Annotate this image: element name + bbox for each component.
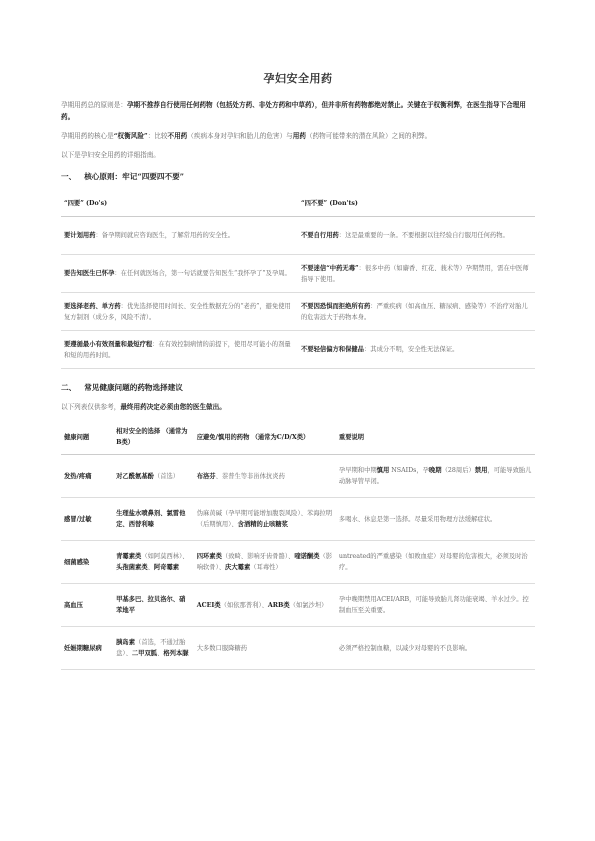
intro-p2-mid1: ：比较 (147, 132, 168, 140)
avoid-drug: 喹诺酮类 (294, 553, 320, 560)
safe-detail: 、 (147, 564, 154, 571)
safe-drug: 对乙酰氨基酚 (116, 472, 154, 480)
do-text: ：在有效控制病情的前提下，使用尽可能小的剂量和短的用药时间。 (64, 340, 291, 359)
do-text: ：在任何就医场合，第一句话就要告知医生“我怀孕了”及孕周。 (114, 270, 291, 277)
avoid-drug: ARB类 (267, 601, 290, 609)
avoid-drug: 含酒精的止咳糖浆 (237, 521, 289, 528)
problem-cell (61, 498, 113, 541)
intro-paragraph-1 (61, 99, 535, 123)
do-term: 要选择老药、单方药 (64, 302, 121, 310)
page-title: 孕妇安全用药 (263, 72, 333, 85)
col-safe-header: 相对安全的选择 （通常为B类） (113, 420, 194, 455)
dont-cell (298, 331, 535, 369)
col-dont-header: “四不要” (Don'ts) (298, 190, 535, 217)
problem-cell (61, 627, 113, 670)
section2-note (61, 401, 535, 413)
table-row (61, 255, 535, 293)
section1-number: 一、 (61, 172, 77, 181)
avoid-detail: （致畸、影响牙齿骨骼）、 (221, 553, 295, 560)
safe-drug: 头孢菌素类 (116, 564, 148, 571)
dont-text: ：这是最重要的一条。不要根据以往经验自行服用任何药物。 (338, 232, 509, 239)
intro-paragraph-3: 以下是孕妇安全用药的详细指南。 (61, 151, 160, 159)
section2-note-emphasis: 最终用药决定必须由您的医生做出。 (120, 403, 226, 411)
safe-drug: 格列本脲 (163, 650, 189, 657)
table-row (61, 541, 535, 584)
avoid-detail: （如依那普利）、 (220, 601, 268, 609)
safe-drug: 生理盐水喷鼻剂、氯雷他定、西替利嗪 (116, 510, 186, 528)
table-row (61, 217, 535, 255)
safe-drug: 二甲双胍 (131, 650, 158, 657)
note-cell: 必须严格控制血糖，以减少对母婴的不良影响。 (336, 627, 535, 670)
intro-p2-prefix: 孕期用药的核心是 (61, 132, 114, 140)
problem-cell (61, 455, 113, 498)
avoid-detail: 、萘普生等非甾体抗炎药 (215, 472, 285, 480)
do-cell (61, 255, 298, 293)
dont-text: ：很多中药（如麝香、红花、莪术等）孕期禁用，需在中医师指导下使用。 (301, 264, 529, 283)
section2-number: 二、 (61, 383, 77, 392)
avoid-drug: 四环素类 (196, 553, 222, 560)
do-term: 要遵循最小有效剂量和最短疗程 (64, 340, 153, 348)
problem-label: 高血压 (64, 601, 83, 609)
avoid-cell (194, 455, 336, 498)
do-cell (61, 293, 298, 331)
intro-p2-emphasis-med: 用药 (292, 132, 306, 140)
section1-heading (61, 171, 535, 182)
problem-cell (61, 541, 113, 584)
col-note-header: 重要说明 (336, 420, 535, 455)
safe-drug: 青霉素类 (116, 553, 142, 560)
do-cell (61, 331, 298, 369)
table-row (61, 498, 535, 541)
table-row (61, 293, 535, 331)
avoid-cell (194, 498, 336, 541)
note-text: ，可能导致胎儿动脉导管早闭。 (338, 467, 532, 485)
note-emphasis: 禁用 (474, 467, 488, 474)
intro-p2-suffix: （药物可能带来的潜在风险）之间的利弊。 (305, 132, 432, 140)
principles-table (61, 190, 535, 369)
avoid-drug: 庆大霉素 (225, 564, 251, 571)
safe-cell (113, 627, 194, 670)
avoid-detail: （如氯沙坦） (289, 601, 328, 609)
note-text: 孕早期和中期 (338, 467, 377, 474)
do-text: ：备孕期间就应咨询医生，了解常用药的安全性。 (95, 232, 235, 239)
note-emphasis: 慎用 (376, 467, 390, 474)
section2-note-prefix: 以下列表仅供参考， (61, 403, 121, 411)
do-term: 要告知医生已怀孕 (64, 270, 115, 277)
note-cell (336, 455, 535, 498)
dont-term: 不要轻信偏方和保健品 (301, 346, 364, 353)
note-cell: untreated的严重感染（如败血症）对母婴的危害极大，必须及时治疗。 (336, 541, 535, 584)
do-text: ：优先选择使用时间长、安全性数据充分的“老药”，避免使用复方制剂（成分多，风险不清）。 (64, 302, 291, 321)
intro-p2-mid2: （疾病本身对孕妇和胎儿的危害）与 (187, 132, 293, 140)
intro-p2-emphasis-nomed: 不用药 (167, 132, 188, 140)
safe-drug: 胰岛素 (116, 639, 136, 646)
intro-paragraph-2 (61, 130, 535, 142)
section1-title: 核心原则：牢记“四要四不要” (84, 172, 185, 181)
note-text: （28周后） (441, 467, 475, 474)
safe-detail: （首选，不通过胎盘）、 (116, 639, 186, 657)
col-avoid-header: 应避免/慎用的药物 （通常为C/D/X类） (194, 420, 336, 455)
table-row (61, 627, 535, 670)
note-emphasis: 晚期 (429, 467, 442, 474)
avoid-cell (194, 541, 336, 584)
problem-label: 细菌感染 (64, 558, 90, 566)
col-do-header: “四要” (Do's) (61, 190, 298, 217)
medication-header-row (61, 420, 535, 455)
dont-cell (298, 293, 535, 331)
avoid-detail: （耳毒性） (250, 564, 282, 571)
avoid-cell (194, 584, 336, 627)
col-problem-header: 健康问题 (61, 420, 113, 455)
problem-label: 感冒/过敏 (64, 515, 92, 523)
avoid-detail: 大多数口服降糖药 (196, 644, 248, 652)
principles-header-row (61, 190, 535, 217)
section2-title: 常见健康问题的药物选择建议 (84, 383, 183, 392)
table-row (61, 584, 535, 627)
do-term: 要计划用药 (64, 232, 96, 239)
note-cell: 孕中晚期禁用ACEI/ARB，可能导致胎儿肾功能衰竭、羊水过少。控制血压至关重要。 (336, 584, 535, 627)
problem-label: 妊娠期糖尿病 (64, 644, 102, 652)
dont-term: 不要迷信“中药无毒” (301, 264, 359, 272)
safe-cell (113, 455, 194, 498)
safe-cell (113, 584, 194, 627)
intro-p1-prefix: 孕期用药总的原则是： (61, 101, 127, 109)
safe-detail: 、 (157, 650, 164, 657)
section2-heading (61, 382, 535, 393)
problem-cell (61, 584, 113, 627)
safe-drug: 阿奇霉素 (153, 564, 180, 571)
avoid-detail: （影响软骨）、 (196, 553, 333, 571)
dont-cell (298, 217, 535, 255)
document-content (61, 70, 535, 670)
dont-text: ：严重疾病（如高血压、糖尿病、感染等）不治疗对胎儿的危害远大于药物本身。 (301, 302, 528, 321)
problem-label: 发热/疼痛 (64, 472, 92, 480)
dont-term: 不要自行用药 (301, 232, 339, 239)
safe-drug: 甲基多巴、拉贝洛尔、硝苯地平 (116, 596, 186, 614)
medication-table (61, 420, 535, 670)
note-cell: 多喝水、休息是第一选择。尽量采用物理方法缓解症状。 (336, 498, 535, 541)
dont-cell (298, 255, 535, 293)
safe-detail: （首选） (153, 472, 180, 480)
dont-term: 不要因恐惧而拒绝所有药 (301, 302, 371, 310)
table-row (61, 455, 535, 498)
table-row (61, 331, 535, 369)
dont-text: ：其成分不明，安全性无法保证。 (363, 346, 459, 353)
avoid-drug: ACEI类 (196, 601, 221, 609)
do-cell (61, 217, 298, 255)
safe-cell (113, 541, 194, 584)
safe-detail: （如阿莫西林）、 (141, 553, 189, 560)
intro-p2-emphasis-risk: “权衡风险” (113, 132, 148, 140)
avoid-cell (194, 627, 336, 670)
intro-p1-emphasis: 孕期不推荐自行使用任何药物（包括处方药、非处方药和中草药），但并非所有药物都绝对禁止。关键在于权衡利弊，在医生指导下合理用药。 (61, 101, 526, 121)
note-text: NSAIDs，孕 (389, 467, 429, 474)
avoid-detail: 伪麻黄碱（孕早期可能增加腹裂风险）、苯海拉明（后期慎用）、 (196, 510, 333, 528)
safe-cell (113, 498, 194, 541)
avoid-drug: 布洛芬 (196, 472, 216, 480)
